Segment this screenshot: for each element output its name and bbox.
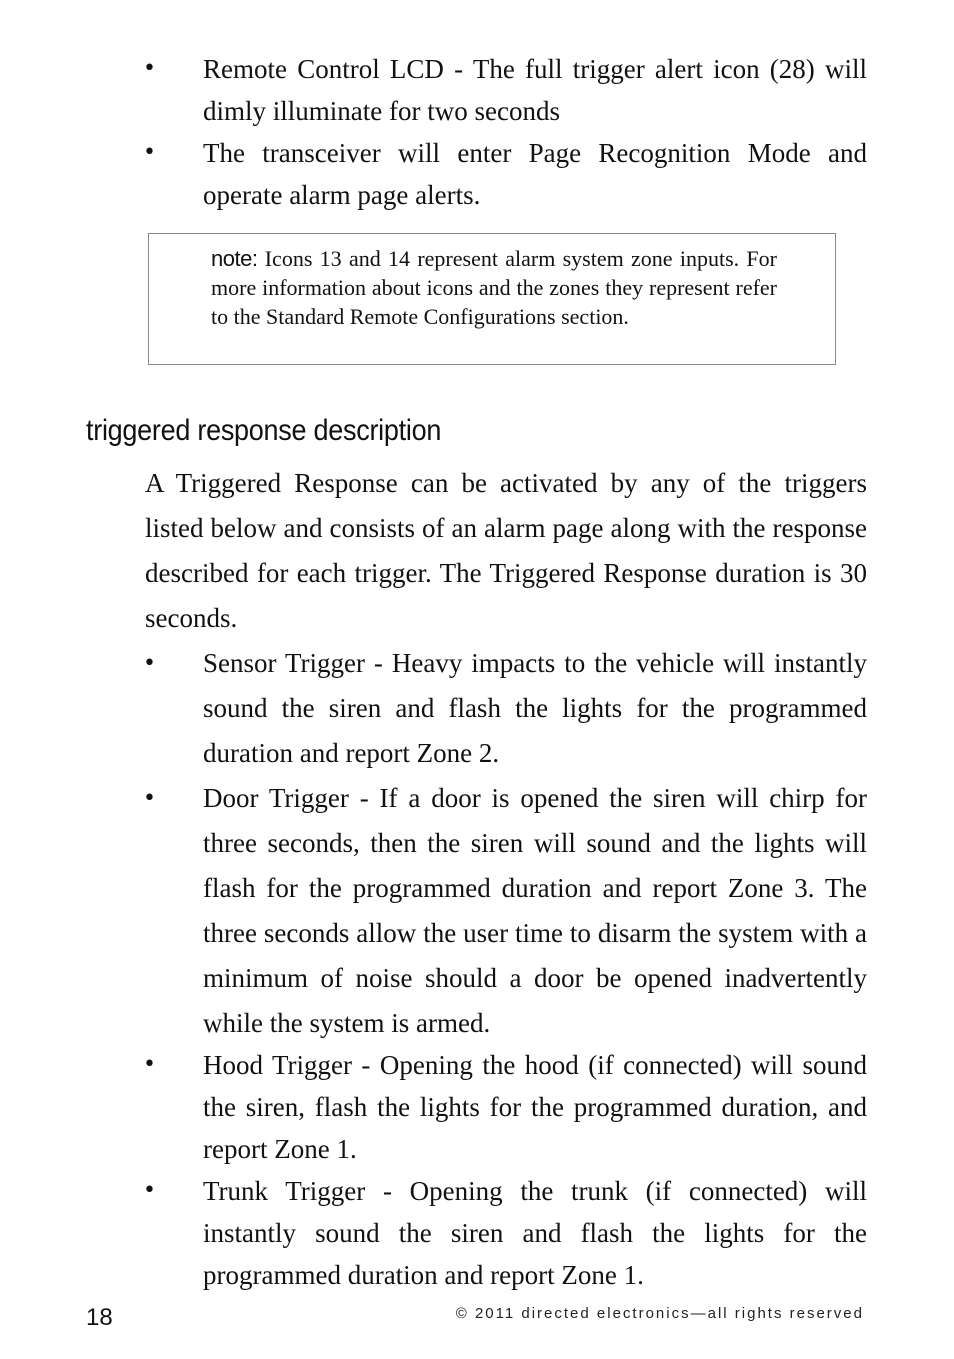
bullet-glyph: • [143, 56, 156, 81]
bullet-text: Remote Control LCD - The full trigger alert icon (28) will dimly illuminate for two seconds [203, 54, 867, 126]
bullet-text: Door Trigger - If a door is opened the siren will chirp for three seconds, then the siren will sound and the lights will flash for the programmed duration and report Zone 3. The three seconds allow the user time to disarm the system with a minimum of noise should a door be opened inadvertently while the system is armed. [203, 783, 867, 1038]
list-item [0, 1044, 867, 1170]
top-bullet-list [0, 48, 954, 216]
page-number: 18 [86, 1304, 113, 1331]
trigger-bullet-list-continued [0, 1044, 954, 1296]
trigger-bullet-list [0, 641, 954, 1046]
bullet-glyph: • [143, 786, 156, 811]
list-item [0, 1170, 867, 1296]
bullet-glyph: • [143, 1052, 156, 1077]
bullet-glyph: • [143, 651, 156, 676]
note-label: note: [211, 246, 258, 271]
note-text-block [211, 244, 777, 331]
bullet-glyph: • [143, 140, 156, 165]
note-body: Icons 13 and 14 represent alarm system zone inputs. For more information about icons and the zones they represent refer to the Standard Remote Configurations section. [211, 246, 777, 329]
bullet-text: Trunk Trigger - Opening the trunk (if connected) will instantly sound the siren and flash the lights for the programmed duration and report Zone 1. [203, 1176, 867, 1290]
list-item [0, 641, 867, 776]
list-item [0, 776, 867, 1046]
note-box [148, 233, 836, 365]
bullet-glyph: • [143, 1178, 156, 1203]
list-item [0, 48, 867, 132]
bullet-text: The transceiver will enter Page Recognition Mode and operate alarm page alerts. [203, 138, 867, 210]
list-item [0, 132, 867, 216]
bullet-text: Sensor Trigger - Heavy impacts to the vehicle will instantly sound the siren and flash the lights for the programmed duration and report Zone 2. [203, 648, 867, 768]
intro-paragraph: A Triggered Response can be activated by any of the triggers listed below and consists of an alarm page along with the response described for each trigger. The Triggered Response duration is 30 seconds. [145, 468, 867, 633]
bullet-text: Hood Trigger - Opening the hood (if connected) will sound the siren, flash the lights for the programmed duration, and report Zone 1. [203, 1050, 867, 1164]
copyright-notice: © 2011 directed electronics—all rights reserved [455, 1305, 864, 1322]
section-heading: triggered response description [86, 414, 442, 447]
